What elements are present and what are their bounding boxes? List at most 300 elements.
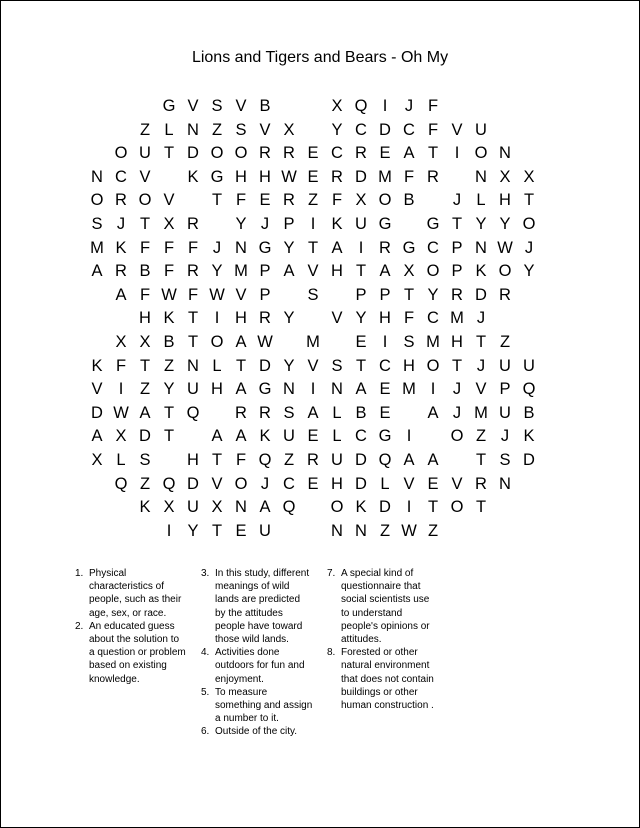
grid-letter: J [260, 474, 270, 493]
clue-item [75, 620, 187, 686]
grid-letter: M [306, 333, 320, 351]
grid-letter: N [331, 521, 343, 540]
grid-letter: C [403, 120, 415, 139]
grid-letter: A [403, 144, 415, 163]
grid-letter: S [235, 120, 247, 139]
grid-letter: G [258, 380, 272, 399]
grid-letter: F [235, 451, 247, 469]
grid-letter: E [259, 191, 271, 210]
grid-letter: G [162, 97, 176, 115]
grid-letter: O [378, 191, 392, 210]
grid-letter: N [91, 167, 103, 186]
grid-letter: K [91, 356, 103, 375]
grid-letter: D [475, 285, 487, 304]
clue-number: 1. [75, 568, 84, 579]
grid-letter: U [283, 427, 295, 446]
grid-letter: N [499, 474, 511, 493]
grid-letter: K [115, 238, 127, 257]
grid-letter: L [212, 356, 222, 375]
grid-letter: I [430, 380, 436, 399]
clue-column-2 [201, 567, 313, 739]
grid-letter: C [427, 309, 439, 328]
grid-letter: J [212, 238, 222, 257]
grid-letter: K [331, 215, 343, 233]
grid-letter: O [234, 144, 248, 163]
grid-letter: T [523, 191, 535, 210]
grid-letter: K [475, 262, 487, 281]
grid-letter: T [475, 451, 487, 469]
grid-letter: Z [307, 191, 319, 210]
grid-letter: A [379, 262, 391, 281]
clue-text: To measure something and assign a number to it. [215, 686, 313, 725]
grid-letter: X [355, 191, 367, 210]
grid-letter: M [378, 167, 392, 186]
grid-letter: R [187, 215, 199, 233]
grid-letter: V [211, 474, 223, 493]
grid-letter: K [355, 498, 367, 517]
grid-letter: O [426, 262, 440, 281]
grid-letter: V [187, 97, 199, 115]
grid-letter: Q [186, 403, 200, 422]
grid-letter: S [499, 451, 511, 469]
grid-letter: S [307, 285, 319, 304]
grid-letter: O [90, 191, 104, 210]
clue-number: 4. [201, 647, 210, 659]
grid-letter: A [403, 451, 415, 469]
grid-letter: N [475, 238, 487, 257]
grid-letter: T [139, 215, 151, 233]
grid-letter: J [524, 238, 534, 257]
grid-letter: V [403, 474, 415, 493]
grid-letter: E [307, 427, 319, 446]
grid-letter: B [403, 191, 415, 210]
grid-letter: T [427, 144, 439, 163]
clue-text: Physical characteristics of people, such as their age, sex, or race. [89, 568, 182, 619]
grid-letter: S [139, 451, 151, 469]
grid-letter: T [211, 191, 223, 210]
grid-letter: O [330, 498, 344, 517]
grid-letter: J [452, 380, 462, 399]
grid-letter: P [259, 285, 271, 304]
grid-letter: Z [211, 120, 223, 139]
clue-number: 7. [327, 568, 336, 579]
grid-letter: T [163, 144, 175, 163]
grid-letter: M [90, 238, 104, 257]
clue-item [75, 567, 187, 620]
grid-letter: L [380, 474, 390, 493]
grid-letter: E [379, 380, 391, 399]
grid-letter: K [163, 309, 175, 328]
grid-letter: M [234, 262, 248, 281]
grid-letter: H [235, 309, 247, 328]
grid-letter: I [310, 380, 316, 399]
grid-letter: X [91, 451, 103, 469]
grid-letter: V [307, 356, 319, 375]
clue-item [327, 567, 439, 646]
grid-letter: A [427, 403, 439, 422]
grid-letter: X [523, 167, 535, 186]
grid-letter: X [499, 167, 511, 186]
grid-letter: A [235, 380, 247, 399]
grid-letter: Z [379, 521, 391, 540]
grid-letter: D [139, 427, 151, 446]
clue-text: In this study, different meanings of wild lands are predicted by the attitudes people have toward those wild lands. [215, 568, 310, 646]
grid-letter: F [331, 191, 343, 210]
grid-letter: C [331, 144, 343, 163]
clue-text: Forested or other natural environment that does not contain buildings or other human construction . [341, 647, 434, 712]
grid-letter: J [404, 97, 414, 115]
grid-letter: A [283, 262, 295, 281]
grid-letter: R [451, 285, 463, 304]
grid-letter: A [259, 498, 271, 517]
grid-letter: V [235, 285, 247, 304]
grid-letter: F [427, 97, 439, 115]
clue-text: A special kind of questionnaire that social scientists use to understand people's opinions or attitudes. [341, 568, 430, 646]
grid-letter: C [379, 356, 391, 375]
grid-letter: G [378, 427, 392, 446]
grid-letter: K [523, 427, 535, 446]
grid-letter: T [307, 238, 319, 257]
grid-letter: F [163, 262, 175, 281]
grid-letter: I [166, 521, 172, 540]
clue-item [201, 567, 313, 646]
grid-letter: N [283, 380, 295, 399]
grid-letter: F [139, 285, 151, 304]
grid-letter: X [283, 120, 295, 139]
grid-letter: L [476, 191, 486, 210]
grid-letter: Z [139, 120, 151, 139]
grid-letter: T [475, 333, 487, 351]
grid-letter: Q [162, 474, 176, 493]
clue-number: 2. [75, 620, 84, 632]
clue-number: 8. [327, 647, 336, 659]
grid-letter: M [474, 403, 488, 422]
grid-letter: O [522, 215, 536, 233]
grid-letter: R [499, 285, 511, 304]
grid-letter: T [355, 356, 367, 375]
grid-letter: A [307, 403, 319, 422]
grid-letter: L [332, 403, 342, 422]
grid-letter: F [187, 285, 199, 304]
grid-letter: T [187, 333, 199, 351]
grid-letter: W [401, 521, 417, 540]
grid-letter: Z [163, 356, 175, 375]
grid-letter: H [259, 167, 271, 186]
grid-letter: I [454, 144, 460, 163]
grid-letter: U [523, 356, 535, 375]
grid-letter: V [259, 120, 271, 139]
grid-letter: F [235, 191, 247, 210]
clue-text: Outside of the city. [215, 726, 298, 738]
grid-letter: I [382, 333, 388, 351]
grid-letter: S [331, 356, 343, 375]
grid-letter: X [163, 215, 175, 233]
grid-letter: E [379, 144, 391, 163]
grid-letter: F [427, 120, 439, 139]
grid-letter: S [91, 215, 103, 233]
grid-letter: Q [378, 451, 392, 469]
grid-letter: X [163, 498, 175, 517]
grid-letter: I [406, 427, 412, 446]
grid-letter: H [499, 191, 511, 210]
grid-letter: D [379, 120, 391, 139]
grid-letter: E [355, 333, 367, 351]
grid-letter: U [187, 498, 199, 517]
grid-letter: V [331, 309, 343, 328]
grid-letter: Y [523, 262, 535, 281]
grid-letter: N [235, 238, 247, 257]
grid-letter: O [426, 356, 440, 375]
grid-letter: U [355, 215, 367, 233]
grid-letter: D [355, 451, 367, 469]
grid-letter: A [235, 333, 247, 351]
grid-letter: W [113, 403, 129, 422]
grid-letter: T [235, 356, 247, 375]
grid-letter: U [331, 451, 343, 469]
grid-letter: S [283, 403, 295, 422]
grid-letter: T [451, 215, 463, 233]
clue-number: 3. [201, 568, 210, 579]
grid-letter: Q [258, 451, 272, 469]
grid-letter: I [310, 215, 316, 233]
grid-letter: O [210, 144, 224, 163]
grid-letter: J [476, 309, 486, 328]
grid-letter: Z [139, 474, 151, 493]
grid-letter: J [476, 356, 486, 375]
grid-letter: D [379, 498, 391, 517]
grid-letter: Y [163, 380, 175, 399]
grid-letter: H [403, 356, 415, 375]
grid-letter: A [331, 238, 343, 257]
grid-letter: I [358, 238, 364, 257]
grid-letter: Y [211, 262, 223, 281]
grid-letter: E [307, 167, 319, 186]
grid-letter: R [379, 238, 391, 257]
grid-letter: J [500, 427, 510, 446]
grid-letter: Q [522, 380, 536, 399]
grid-letter: F [163, 238, 175, 257]
clue-item [201, 646, 313, 686]
grid-letter: R [259, 309, 271, 328]
grid-letter: C [115, 167, 127, 186]
grid-letter: K [187, 167, 199, 186]
clue-column-1 [75, 567, 187, 686]
grid-letter: V [451, 474, 463, 493]
grid-letter: W [497, 238, 513, 257]
grid-letter: Z [475, 427, 487, 446]
grid-letter: E [235, 521, 247, 540]
grid-letter: R [259, 144, 271, 163]
grid-letter: M [426, 333, 440, 351]
grid-letter: O [498, 262, 512, 281]
grid-letter: C [427, 238, 439, 257]
grid-letter: A [91, 427, 103, 446]
grid-letter: Z [427, 521, 439, 540]
grid-letter: Y [283, 356, 295, 375]
grid-letter: J [452, 191, 462, 210]
clue-column-3 [327, 567, 439, 712]
grid-letter: P [499, 380, 511, 399]
grid-letter: J [452, 403, 462, 422]
grid-letter: I [406, 498, 412, 517]
grid-letter: V [475, 380, 487, 399]
grid-letter: K [259, 427, 271, 446]
grid-letter: C [355, 120, 367, 139]
grid-letter: G [402, 238, 416, 257]
grid-letter: N [331, 380, 343, 399]
grid-letter: W [209, 285, 225, 304]
grid-letter: Y [187, 521, 199, 540]
grid-letter: W [161, 285, 177, 304]
grid-letter: G [378, 215, 392, 233]
grid-letter: Y [355, 309, 367, 328]
grid-letter: R [475, 474, 487, 493]
grid-letter: A [427, 451, 439, 469]
grid-letter: U [187, 380, 199, 399]
grid-letter: A [211, 427, 223, 446]
grid-letter: E [307, 144, 319, 163]
grid-letter: J [260, 215, 270, 233]
grid-letter: R [187, 262, 199, 281]
grid-letter: Q [354, 97, 368, 115]
grid-letter: D [187, 144, 199, 163]
grid-letter: S [403, 333, 415, 351]
grid-letter: A [115, 285, 127, 304]
grid-letter: O [234, 474, 248, 493]
grid-letter: B [259, 97, 271, 115]
grid-letter: U [139, 144, 151, 163]
grid-letter: T [427, 498, 439, 517]
grid-letter: V [139, 167, 151, 186]
grid-letter: C [283, 474, 295, 493]
grid-letter: V [163, 191, 175, 210]
grid-letter: O [210, 333, 224, 351]
word-search-grid [1, 1, 639, 561]
grid-letter: I [382, 97, 388, 115]
grid-letter: B [355, 403, 367, 422]
grid-letter: U [499, 356, 511, 375]
grid-letter: V [451, 120, 463, 139]
clue-text: Activities done outdoors for fun and enjoyment. [215, 647, 305, 685]
grid-letter: Y [235, 215, 247, 233]
grid-letter: D [91, 403, 103, 422]
grid-letter: H [331, 474, 343, 493]
grid-letter: D [187, 474, 199, 493]
grid-letter: R [283, 191, 295, 210]
grid-letter: T [403, 285, 415, 304]
grid-letter: P [451, 238, 463, 257]
grid-letter: D [355, 474, 367, 493]
grid-letter: R [283, 144, 295, 163]
grid-letter: I [118, 380, 124, 399]
grid-letter: D [355, 167, 367, 186]
clue-number: 6. [201, 726, 210, 738]
grid-letter: X [115, 427, 127, 446]
grid-letter: H [187, 451, 199, 469]
grid-letter: B [139, 262, 151, 281]
clue-list [75, 567, 455, 777]
grid-letter: P [379, 285, 391, 304]
grid-letter: L [116, 451, 126, 469]
grid-letter: N [235, 498, 247, 517]
clue-item [201, 686, 313, 726]
grid-letter: X [331, 97, 343, 115]
grid-letter: V [91, 380, 103, 399]
grid-letter: R [235, 403, 247, 422]
grid-letter: E [427, 474, 439, 493]
grid-letter: A [139, 403, 151, 422]
grid-letter: Y [499, 215, 511, 233]
grid-letter: D [259, 356, 271, 375]
grid-letter: T [187, 309, 199, 328]
clue-item [327, 646, 439, 712]
grid-letter: M [402, 380, 416, 399]
grid-letter: H [451, 333, 463, 351]
grid-letter: Z [139, 380, 151, 399]
clue-item [201, 725, 313, 738]
grid-letter: F [139, 238, 151, 257]
grid-letter: Q [282, 498, 296, 517]
grid-letter: Y [331, 120, 343, 139]
grid-letter: R [331, 167, 343, 186]
grid-letter: K [139, 498, 151, 517]
grid-letter: F [115, 356, 127, 375]
grid-letter: T [211, 521, 223, 540]
grid-letter: H [379, 309, 391, 328]
grid-letter: H [139, 309, 151, 328]
grid-letter: B [523, 403, 535, 422]
grid-letter: U [259, 521, 271, 540]
grid-letter: T [139, 356, 151, 375]
grid-letter: O [450, 498, 464, 517]
grid-letter: E [307, 474, 319, 493]
grid-letter: Z [283, 451, 295, 469]
grid-letter: Q [114, 474, 128, 493]
grid-letter: T [211, 451, 223, 469]
grid-letter: A [355, 380, 367, 399]
clue-text: An educated guess about the solution to a question or problem based on existing knowledge. [89, 620, 186, 685]
grid-letter: U [499, 403, 511, 422]
grid-letter: O [114, 144, 128, 163]
grid-letter: N [499, 144, 511, 163]
grid-letter: P [283, 215, 295, 233]
grid-letter: R [355, 144, 367, 163]
grid-letter: E [379, 403, 391, 422]
grid-letter: T [163, 427, 175, 446]
grid-letter: R [259, 403, 271, 422]
grid-letter: P [259, 262, 271, 281]
grid-letter: A [235, 427, 247, 446]
grid-letter: G [426, 215, 440, 233]
grid-letter: L [164, 120, 174, 139]
grid-letter: W [257, 333, 273, 351]
grid-letter: X [139, 333, 151, 351]
grid-letter: T [451, 356, 463, 375]
grid-letter: X [115, 333, 127, 351]
grid-letter: H [211, 380, 223, 399]
page-title: Lions and Tigers and Bears - Oh My [191, 49, 449, 66]
grid-letter: Y [283, 309, 295, 328]
grid-letter: G [258, 238, 272, 257]
grid-letter: B [163, 333, 175, 351]
grid-letter: O [474, 144, 488, 163]
grid-letter: N [187, 356, 199, 375]
grid-letter: R [427, 167, 439, 186]
grid-letter: T [475, 498, 487, 517]
grid-letter: L [332, 427, 342, 446]
grid-letter: O [450, 427, 464, 446]
grid-letter: R [115, 262, 127, 281]
